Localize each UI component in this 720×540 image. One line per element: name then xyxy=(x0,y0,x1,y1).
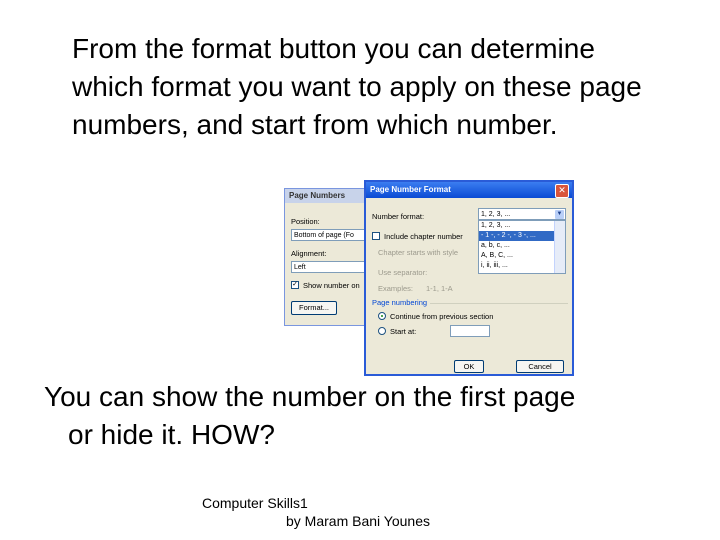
list-item[interactable]: a, b, c, ... xyxy=(481,242,510,249)
chevron-down-icon[interactable]: ▼ xyxy=(556,211,563,217)
page-numbers-title: Page Numbers xyxy=(285,189,369,203)
list-item-selected[interactable]: - 1 -, - 2 -, - 3 -, ... xyxy=(479,231,565,241)
alignment-select[interactable]: Left xyxy=(291,261,369,273)
start-at-label: Start at: xyxy=(390,327,417,336)
continue-radio[interactable] xyxy=(378,312,386,320)
footer-author: by Maram Bani Younes xyxy=(286,513,430,529)
list-item[interactable]: A, B, C, ... xyxy=(481,252,513,259)
paragraph2-line2: or hide it. HOW? xyxy=(68,419,275,450)
paragraph-format-explanation: From the format button you can determine which format you want to apply on these page numbers, and start from which number. xyxy=(72,33,642,140)
number-format-label: Number format: xyxy=(372,212,425,221)
number-format-list[interactable] xyxy=(478,220,566,274)
list-item[interactable]: 1, 2, 3, ... xyxy=(481,222,511,229)
paragraph-first-page-question xyxy=(44,378,720,454)
list-scrollbar[interactable] xyxy=(554,221,565,273)
page-number-format-title: Page Number Format xyxy=(366,182,572,198)
examples-label: Examples: xyxy=(378,284,414,293)
format-button[interactable]: Format... xyxy=(291,301,337,315)
page-numbering-group-label: Page numbering xyxy=(372,298,428,307)
show-number-label: Show number on xyxy=(303,281,360,290)
position-label: Position: xyxy=(291,217,320,226)
cancel-button[interactable]: Cancel xyxy=(516,360,564,373)
include-chapter-label: Include chapter number xyxy=(384,232,463,241)
alignment-label: Alignment: xyxy=(291,249,327,258)
continue-label: Continue from previous section xyxy=(390,312,494,321)
paragraph2-line1: You can show the number on the first page xyxy=(44,381,576,412)
start-at-radio[interactable] xyxy=(378,327,386,335)
chapter-starts-label: Chapter starts with style xyxy=(378,248,459,257)
use-separator-label: Use separator: xyxy=(378,268,428,277)
footer-course: Computer Skills1 xyxy=(202,495,308,511)
include-chapter-checkbox[interactable] xyxy=(372,232,380,240)
start-at-input[interactable] xyxy=(450,325,490,337)
show-number-checkbox[interactable]: ✓ xyxy=(292,281,298,288)
group-divider xyxy=(430,303,568,304)
number-format-select[interactable] xyxy=(478,208,566,220)
examples-value: 1-1, 1-A xyxy=(426,284,453,293)
page-number-format-dialog xyxy=(364,180,574,376)
ok-button[interactable]: OK xyxy=(454,360,484,373)
close-icon[interactable]: ✕ xyxy=(555,184,569,198)
list-item[interactable]: i, ii, iii, ... xyxy=(481,262,508,269)
footer xyxy=(202,494,430,530)
page-numbers-dialog xyxy=(284,188,370,326)
position-select[interactable]: Bottom of page (Fo xyxy=(291,229,369,241)
number-format-value: 1, 2, 3, ... xyxy=(481,211,511,218)
